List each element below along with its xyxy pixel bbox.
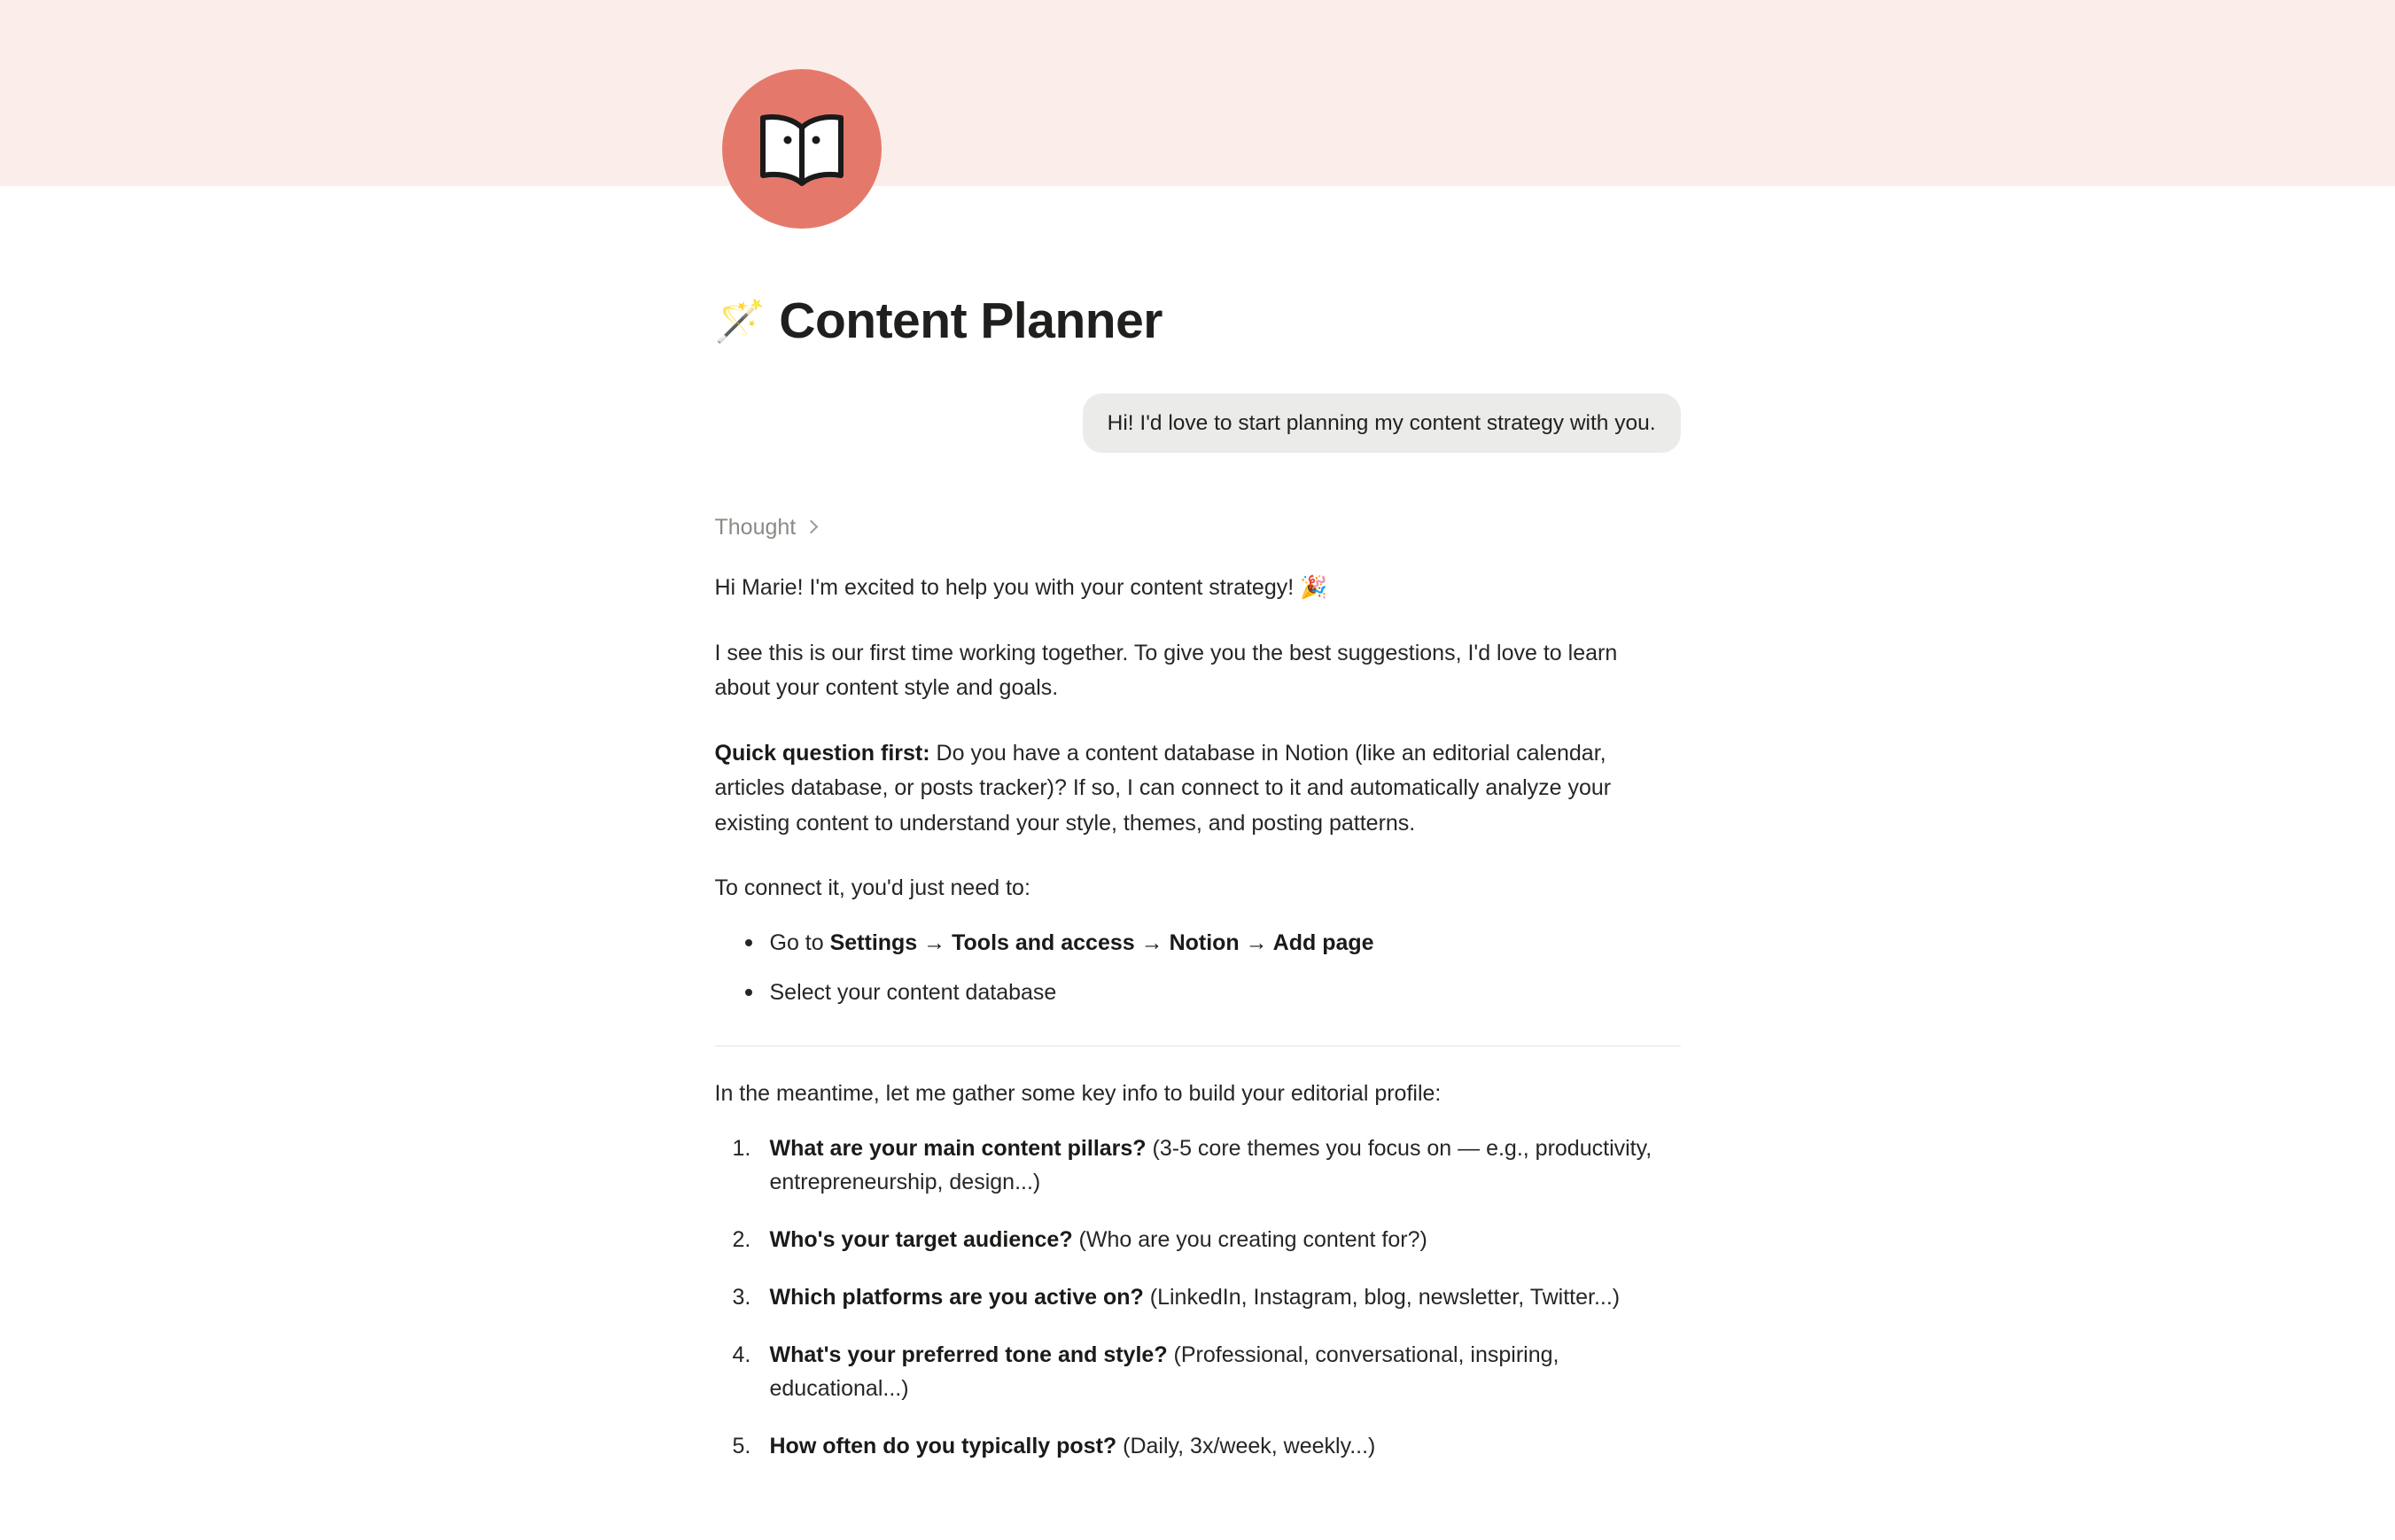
page-title-text: Content Planner xyxy=(779,292,1163,349)
question-rest: (3-5 core themes you focus on — e.g., productivity, entrepreneurship, design...) xyxy=(769,1135,1652,1195)
step-prefix: Go to xyxy=(769,929,830,955)
question-bold: How often do you typically post? xyxy=(769,1434,1117,1459)
question-rest: (Who are you creating content for?) xyxy=(1072,1227,1427,1253)
question-rest: (LinkedIn, Instagram, blog, newsletter, Twitter...) xyxy=(1143,1284,1621,1310)
open-book-icon xyxy=(722,69,882,229)
question-rest: (Professional, conversational, inspiring, educational...) xyxy=(769,1342,1559,1402)
list-item xyxy=(770,1132,1681,1201)
profile-questions-list xyxy=(715,1132,1681,1464)
assistant-greeting: Hi Marie! I'm excited to help you with your content strategy! 🎉 xyxy=(714,575,1328,601)
thought-toggle[interactable] xyxy=(715,515,1681,541)
question-bold: Who's your target audience? xyxy=(769,1227,1073,1253)
content-column xyxy=(715,292,1681,1540)
list-item xyxy=(770,1280,1681,1315)
question-bold: What are your main content pillars? xyxy=(769,1135,1147,1161)
magic-wand-icon: 🪄 xyxy=(714,298,766,345)
question-bold: What's your preferred tone and style? xyxy=(769,1342,1168,1367)
meantime-intro: In the meantime, let me gather some key info to build your editorial profile: xyxy=(714,1081,1442,1107)
connect-intro: To connect it, you'd just need to: xyxy=(714,875,1030,901)
thought-label: Thought xyxy=(714,515,797,541)
quick-question-paragraph xyxy=(715,736,1672,842)
user-message-bubble: Hi! I'd love to start planning my content strategy with you. xyxy=(1083,393,1681,454)
quick-question-body: Do you have a content database in Notion (like an editorial calendar, articles database, or posts tracker)? If so, I can connect to it and automatically analyze your existing content to understand your style, themes, and posting patterns. xyxy=(714,740,1612,836)
question-rest: (Daily, 3x/week, weekly...) xyxy=(1116,1434,1376,1459)
page-title xyxy=(715,292,1681,351)
list-item xyxy=(770,1429,1681,1464)
list-item xyxy=(770,926,1681,961)
step-bold: Settings → Tools and access → Notion → Add page xyxy=(829,929,1374,955)
list-item xyxy=(770,1338,1681,1407)
assistant-intro: I see this is our first time working together. To give you the best suggestions, I'd love to learn about your content style and goals. xyxy=(714,640,1618,701)
list-item xyxy=(770,976,1681,1010)
user-message-row xyxy=(715,393,1681,454)
connect-steps-list xyxy=(715,926,1681,1011)
quick-question-label: Quick question first: xyxy=(714,740,930,766)
page-icon[interactable] xyxy=(722,69,882,229)
question-bold: Which platforms are you active on? xyxy=(769,1284,1144,1310)
page-body xyxy=(0,186,2395,1540)
page-cover xyxy=(0,0,2395,186)
chevron-right-icon xyxy=(805,520,819,534)
step-prefix: Select your content database xyxy=(769,980,1057,1006)
list-item xyxy=(770,1223,1681,1257)
